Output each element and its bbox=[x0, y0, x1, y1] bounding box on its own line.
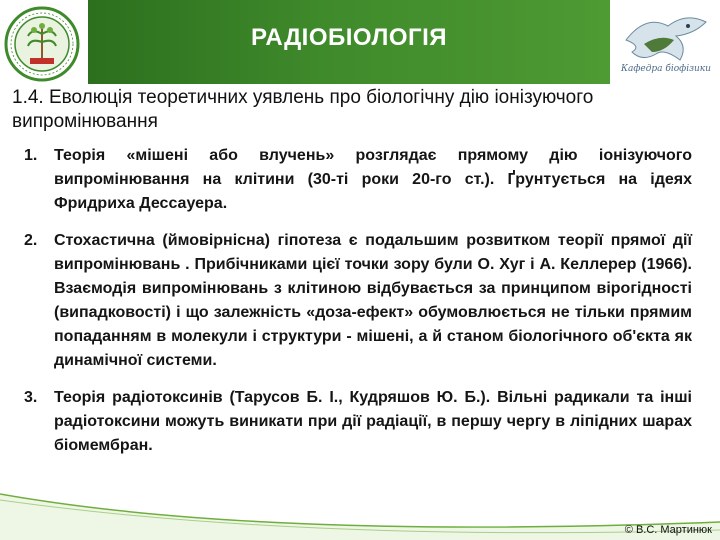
list-item bbox=[12, 229, 692, 373]
list-item-text: Теорія «мішені або влучень» розглядає прямому дію іонізуючого випромінювання на клітини (30-ті роки 20-го ст.). Ґрунтується на ідеях Фридриха Дессауера. bbox=[54, 147, 692, 212]
theory-list bbox=[12, 144, 692, 471]
university-seal-icon bbox=[4, 6, 80, 82]
list-item-number: 1. bbox=[24, 147, 38, 164]
header bbox=[0, 0, 720, 84]
copyright-text: © В.С. Мартинюк bbox=[624, 524, 712, 536]
section-heading: 1.4. Еволюція теоретичних уявлень про біологічну дію іонізуючого випромінювання bbox=[12, 87, 594, 132]
list-item bbox=[12, 386, 692, 458]
page-title: РАДІОБІОЛОГІЯ bbox=[250, 24, 448, 51]
department-logo-caption: Кафедра біофізики bbox=[621, 64, 711, 74]
list-item-number: 2. bbox=[24, 232, 38, 249]
list-item-number: 3. bbox=[24, 389, 38, 406]
list-item-text: Стохастична (ймовірнісна) гіпотеза є подальшим розвитком теорії прямої дії випромінювань . Прибічниками цієї точки зору були О. Хуг і А. Келлерер (1966). Взаємодія випромінювань з клітиною відбувається за принципом вірогідності (випадковості) і що залежність «доза-ефект» обумовлюється не тільки прямим попаданням в молекули і структури - мішені, а й станом біологічного об'єкта як динамічної системи. bbox=[54, 232, 692, 369]
decorative-bottom-wave bbox=[0, 470, 720, 540]
list-item bbox=[12, 144, 692, 216]
list-item-text: Теорія радіотоксинів (Тарусов Б. І., Кудряшов Ю. Б.). Вільні радикали та інші радіотоксини можуть виникати при дії радіації, в першу чергу в ліпідних шарах біомембран. bbox=[54, 389, 692, 454]
